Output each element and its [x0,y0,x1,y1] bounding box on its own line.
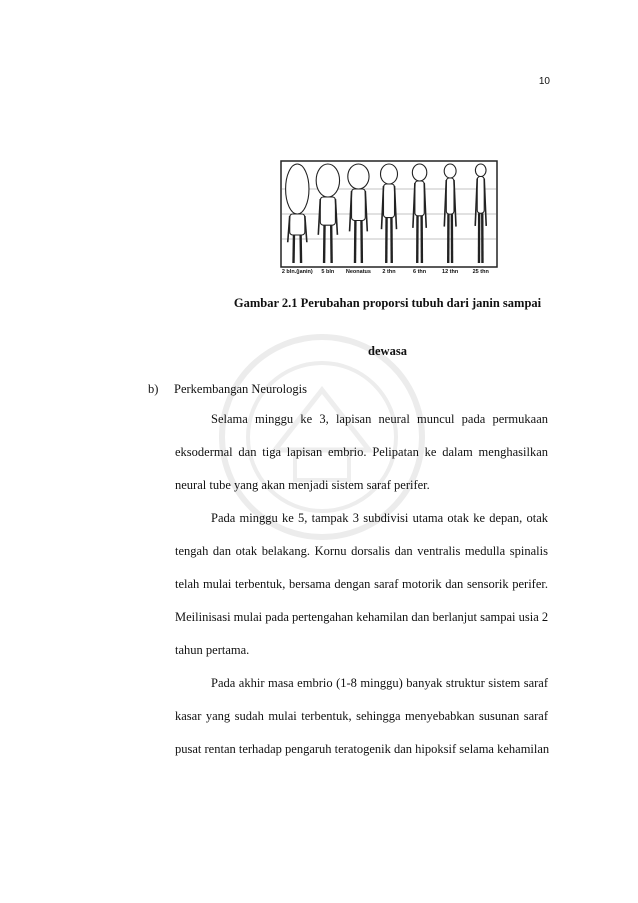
paragraph-line: tahun pertama. [175,643,250,657]
section-marker: b) [148,382,159,396]
paragraph-line: eksodermal dan tiga lapisan embrio. Pelipatan ke dalam menghasilkan [175,445,548,459]
paragraph-line: pusat rentan terhadap pengaruh teratogenik dan hipoksif selama kehamilan [175,742,550,756]
paragraph-line: tengah dan otak belakang. Kornu dorsalis dan ventralis medulla spinalis [175,544,548,558]
age-label: 6 thn [413,269,427,275]
page-number: 10 [538,76,550,87]
age-label: 12 thn [442,269,459,275]
paragraph-2 [175,502,548,667]
figure-caption-line-1: Gambar 2.1 Perubahan proporsi tubuh dari janin sampai [233,296,542,310]
paragraph-line: neural tube yang akan menjadi sistem saraf perifer. [175,478,430,492]
paragraph-line: kasar yang sudah mulai terbentuk, sehingga menyebabkan susunan saraf [175,709,548,723]
section-title: Perkembangan Neurologis [174,382,307,396]
body-proportion-figure [280,160,498,276]
figure-caption-line-2: dewasa [368,344,407,358]
age-label: 2 bln.(janin) [281,269,313,275]
paragraph-1 [175,403,548,502]
section-heading [148,382,307,397]
age-label: 25 thn [472,269,489,275]
age-label: 5 bln [321,269,335,275]
paragraph-line: Meilinisasi mulai pada pertengahan kehamilan dan berlanjut sampai usia 2 [175,610,549,624]
paragraph-line: Selama minggu ke 3, lapisan neural muncul pada permukaan [211,412,548,426]
paragraph-3 [175,667,548,766]
age-label: Neonatus [345,269,371,275]
paragraph-line: Pada minggu ke 5, tampak 3 subdivisi utama otak ke depan, otak [211,511,548,525]
paragraph-line: telah mulai terbentuk, bersama dengan saraf motorik dan sensorik perifer. [175,577,548,591]
paragraph-line: Pada akhir masa embrio (1-8 minggu) banyak struktur sistem saraf [211,676,548,690]
age-label: 2 thn [382,269,396,275]
